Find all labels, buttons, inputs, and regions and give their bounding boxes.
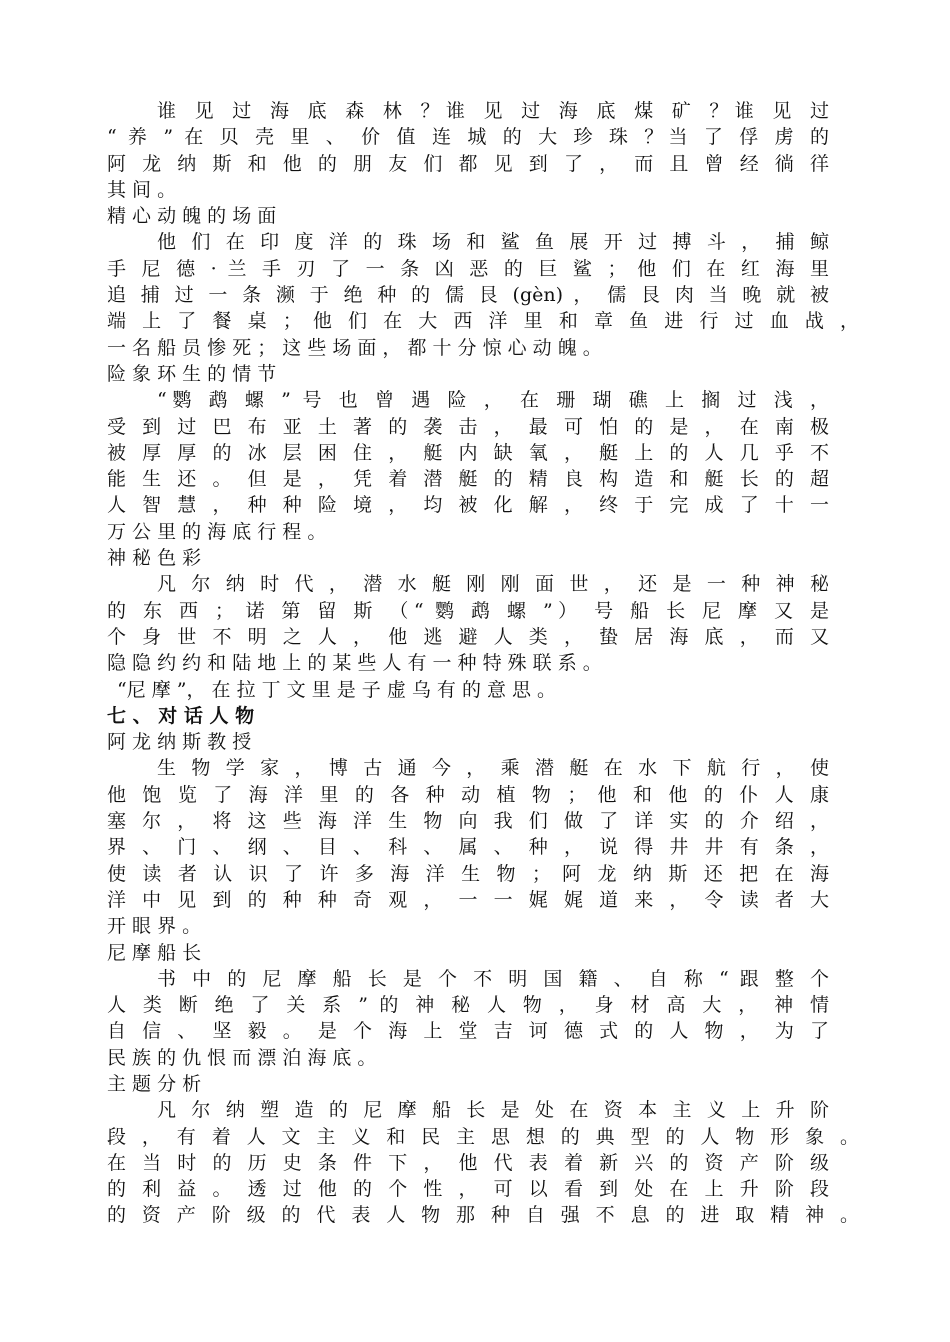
- text-line: 七 、 对 话 人 物: [107, 704, 255, 727]
- text-line: 端 上 了 餐 桌 ； 他 们 在 大 西 洋 里 和 章 鱼 进 行 过 血 战 ，: [107, 310, 859, 333]
- text-line: 其 间 。: [107, 178, 177, 201]
- text-line: “ 养 ” 在 贝 壳 里 、 价 值 连 城 的 大 珍 珠 ？当 了 俘 虏 的: [107, 126, 829, 149]
- text-line: “尼 摩 ”， 在 拉 丁 文 里 是 子 虚 乌 有 的 意 思 。: [117, 678, 557, 701]
- text-line: 万 公 里 的 海 底 行 程 。: [107, 520, 327, 543]
- text-line: 他 饱 览 了 海 洋 里 的 各 种 动 植 物 ； 他 和 他 的 仆 人 康: [107, 783, 829, 806]
- text-line: 受 到 过 巴 布 亚 土 著 的 袭 击 ， 最 可 怕 的 是 ， 在 南 极: [107, 415, 829, 438]
- text-line: 的 资 产 阶 级 的 代 表 人 物 那 种 自 强 不 息 的 进 取 精 神 。: [107, 1204, 859, 1227]
- document-body: [0, 98, 950, 1229]
- text-line: 阿 龙 纳 斯 教 授: [107, 731, 252, 754]
- text-line: 界 、 门 、 纲 、 目 、 科 、 属 、 种 ， 说 得 井 井 有 条 ，: [107, 836, 829, 859]
- text-line: 的 东 西 ； 诺 第 留 斯 （“ 鹦 鹉 螺 ”） 号 船 长 尼 摩 又 是: [107, 599, 829, 622]
- text-line: 塞 尔 ， 将 这 些 海 洋 生 物 向 我 们 做 了 详 实 的 介 绍 ，: [107, 810, 829, 833]
- text-line: 自 信 、 坚 毅 。 是 个 海 上 堂 吉 诃 德 式 的 人 物 ， 为 了: [107, 1020, 829, 1043]
- text-line: 尼 摩 船 长: [107, 941, 202, 964]
- text-line: 主 题 分 析: [107, 1072, 202, 1095]
- text-line: 书 中 的 尼 摩 船 长 是 个 不 明 国 籍 、 自 称 “ 跟 整 个: [157, 967, 829, 990]
- text-line: 被 厚 厚 的 冰 层 困 住 ， 艇 内 缺 氧 ， 艇 上 的 人 几 乎 不: [107, 441, 829, 464]
- text-line: 手 尼 德 · 兰 手 刃 了 一 条 凶 恶 的 巨 鲨 ； 他 们 在 红 海 里: [107, 257, 829, 280]
- text-line: 段 ， 有 着 人 文 主 义 和 民 主 思 想 的 典 型 的 人 物 形 象 。: [107, 1125, 859, 1148]
- text-line: “鹦 鹉 螺 ” 号 也 曾 遇 险 ， 在 珊 瑚 礁 上 搁 过 浅 ，: [157, 389, 829, 412]
- text-line: 阿 龙 纳 斯 和 他 的 朋 友 们 都 见 到 了 ， 而 且 曾 经 徜 徉: [107, 152, 829, 175]
- text-line: 洋 中 见 到 的 种 种 奇 观 ， 一 一 娓 娓 道 来 ， 令 读 者 大: [107, 888, 829, 911]
- text-line: 生 物 学 家 ， 博 古 通 今 ， 乘 潜 艇 在 水 下 航 行 ， 使: [157, 757, 829, 780]
- text-line: 一 名 船 员 惨 死 ； 这 些 场 面 ， 都 十 分 惊 心 动 魄 。: [107, 336, 602, 359]
- text-line: 民 族 的 仇 恨 而 漂 泊 海 底 。: [107, 1046, 377, 1069]
- text-line: 的 利 益 。 透 过 他 的 个 性 ， 可 以 看 到 处 在 上 升 阶 段: [107, 1178, 829, 1201]
- text-line: 开 眼 界 。: [107, 915, 202, 938]
- text-line: 追 捕 过 一 条 濒 于 绝 种 的 儒 艮 (gèn) ， 儒 艮 肉 当 晚 就 被: [107, 284, 829, 307]
- text-line: 凡 尔 纳 塑 造 的 尼 摩 船 长 是 处 在 资 本 主 义 上 升 阶: [157, 1099, 829, 1122]
- text-line: 神 秘 色 彩: [107, 547, 202, 570]
- text-line: 精 心 动 魄 的 场 面: [107, 205, 277, 228]
- text-line: 能 生 还 。 但 是 ， 凭 着 潜 艇 的 精 良 构 造 和 艇 长 的 超: [107, 468, 829, 491]
- text-line: 隐 隐 约 约 和 陆 地 上 的 某 些 人 有 一 种 特 殊 联 系 。: [107, 652, 602, 675]
- text-line: 谁 见 过 海 底 森 林 ？谁 见 过 海 底 煤 矿 ？谁 见 过: [157, 100, 829, 122]
- text-line: 凡 尔 纳 时 代 ， 潜 水 艇 刚 刚 面 世 ， 还 是 一 种 神 秘: [157, 573, 829, 596]
- text-line: 他 们 在 印 度 洋 的 珠 场 和 鲨 鱼 展 开 过 搏 斗 ， 捕 鲸: [157, 231, 829, 254]
- text-line: 使 读 者 认 识 了 许 多 海 洋 生 物 ； 阿 龙 纳 斯 还 把 在 海: [107, 862, 829, 885]
- text-line: 人 智 慧 ， 种 种 险 境 ， 均 被 化 解 ， 终 于 完 成 了 十 一: [107, 494, 829, 517]
- text-line: 个 身 世 不 明 之 人 ， 他 逃 避 人 类 ， 蛰 居 海 底 ， 而 又: [107, 625, 829, 648]
- text-line: 在 当 时 的 历 史 条 件 下 ， 他 代 表 着 新 兴 的 资 产 阶 级: [107, 1151, 829, 1174]
- text-line: 人 类 断 绝 了 关 系 ” 的 神 秘 人 物 ， 身 材 高 大 ， 神 情: [107, 994, 829, 1017]
- text-line: 险 象 环 生 的 情 节: [107, 362, 277, 385]
